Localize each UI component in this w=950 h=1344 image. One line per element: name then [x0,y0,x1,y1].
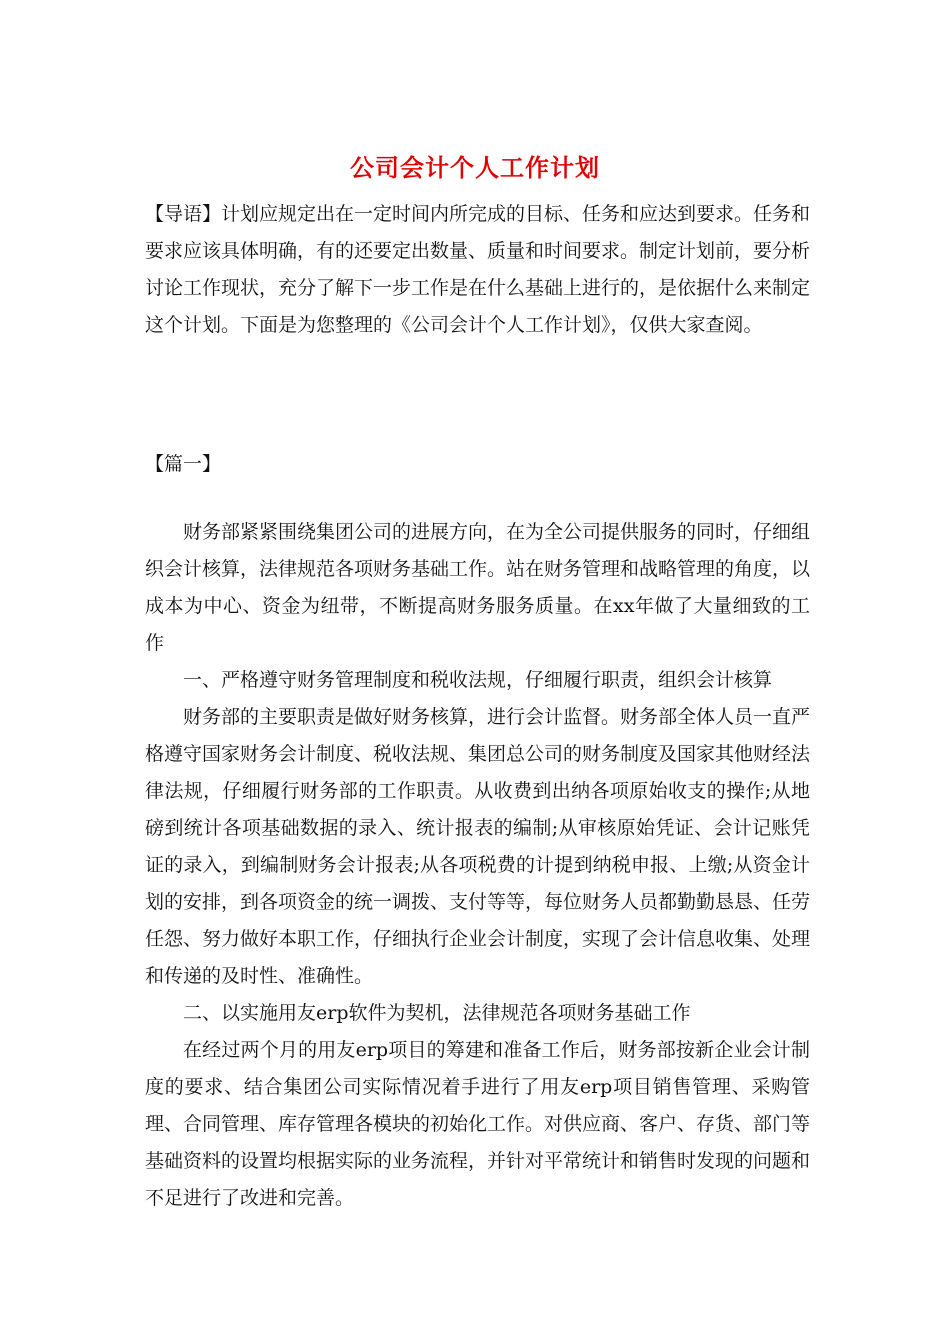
document-title: 公司会计个人工作计划 [350,153,600,182]
section-heading: 【篇一】 [145,453,222,475]
subheading-two: 二、以实施用友erp软件为契机，法律规范各项财务基础工作 [183,1002,691,1024]
body-paragraph: 在经过两个月的用友erp项目的筹建和准备工作后，财务部按新企业会计制度的要求、结合集团公司实际情况着手进行了用友erp项目销售管理、采购管理、合同管理、库存管理各模块的初始化工作。对供应商、客户、存货、部门等基础资料的设置均根据实际的业务流程，并针对平常统计和销售时发现的问题和不足进行了改进和完善。 [145,1039,811,1209]
body-paragraph: 财务部的主要职责是做好财务核算，进行会计监督。财务部全体人员一直严格遵守国家财务会计制度、税收法规、集团总公司的财务制度及国家其他财经法律法规，仔细履行财务部的工作职责。从收费到出纳各项原始收支的操作;从地磅到统计各项基础数据的录入、统计报表的编制;从审核原始凭证、会计记账凭证的录入，到编制财务会计报表;从各项税费的计提到纳税申报、上缴;从资金计划的安排，到各项资金的统一调拨、支付等等，每位财务人员都勤勤恳恳、任劳任怨、努力做好本职工作，仔细执行企业会计制度，实现了会计信息收集、处理和传递的及时性、准确性。 [145,706,811,987]
subheading-one: 一、严格遵守财务管理制度和税收法规，仔细履行职责，组织会计核算 [183,669,773,691]
document-body [145,514,810,1217]
intro-paragraph: 【导语】计划应规定出在一定时间内所完成的目标、任务和应达到要求。任务和要求应该具体明确，有的还要定出数量、质量和时间要求。制定计划前，要分析讨论工作现状，充分了解下一步工作是在什么基础上进行的，是依据什么来制定这个计划。下面是为您整理的《公司会计个人工作计划》，仅供大家查阅。 [145,203,811,336]
body-paragraph: 财务部紧紧围绕集团公司的进展方向，在为全公司提供服务的同时，仔细组织会计核算，法律规范各项财务基础工作。站在财务管理和战略管理的角度，以成本为中心、资金为纽带，不断提高财务服务质量。在xx年做了大量细致的工作 [145,521,811,654]
